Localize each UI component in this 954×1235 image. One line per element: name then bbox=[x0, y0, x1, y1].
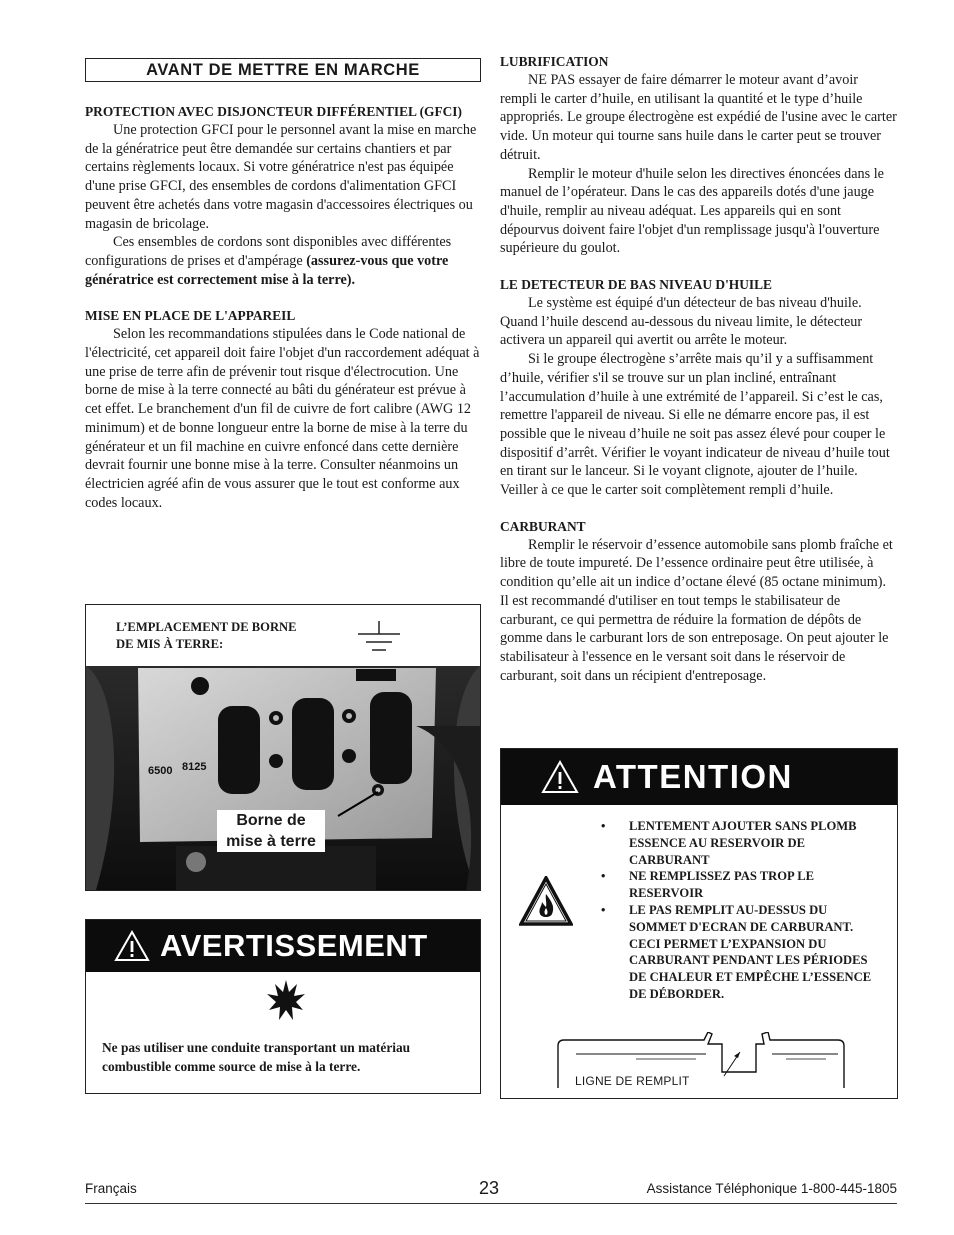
generator-panel-photo bbox=[86, 666, 480, 890]
ground-terminal-figure bbox=[85, 604, 481, 891]
footer-language: Français bbox=[85, 1181, 137, 1196]
explosion-icon bbox=[267, 980, 305, 1020]
ground-terminal-label-line-2: mise à terre bbox=[226, 833, 316, 850]
gfci-paragraph-2 bbox=[85, 233, 481, 289]
attention-item: • NE REMPLISSEZ PAS TROP LE RESERVOIR bbox=[597, 868, 887, 902]
detecteur-heading: LE DETECTEUR DE BAS NIVEAU D'HUILE bbox=[500, 277, 772, 293]
fill-line-label: LIGNE DE REMPLIT bbox=[575, 1074, 690, 1088]
attention-list bbox=[597, 818, 887, 1003]
page-footer bbox=[85, 1178, 897, 1200]
attention-header bbox=[501, 749, 897, 805]
right-column bbox=[500, 52, 897, 685]
flammable-icon bbox=[519, 876, 573, 926]
page-number: 23 bbox=[479, 1178, 500, 1198]
ground-terminal-label bbox=[217, 810, 325, 852]
detecteur-paragraph-1: Le système est équipé d'un détecteur de bas niveau d'huile. Quand l’huile descend au-dessous du niveau limite, le détecteur activera un appareil qui avertit ou arrête le moteur. bbox=[500, 295, 863, 349]
gfci-heading: PROTECTION AVEC DISJONCTEUR DIFFÉRENTIEL (GFCI) bbox=[85, 104, 462, 119]
figure-caption-line-2: DE MIS À TERRE: bbox=[116, 637, 224, 651]
mise-heading: MISE EN PLACE DE L'APPAREIL bbox=[85, 308, 296, 324]
avertissement-title: AVERTISSEMENT bbox=[160, 928, 428, 963]
gfci-paragraph-2-text: Ces ensembles de cordons sont disponibles avec différentes configurations de prises et d'ampérage bbox=[85, 234, 452, 269]
avertissement-header bbox=[86, 920, 480, 972]
ground-symbol-icon bbox=[356, 621, 402, 655]
warning-triangle-icon bbox=[541, 760, 579, 794]
attention-title: ATTENTION bbox=[593, 758, 793, 795]
detecteur-paragraph-2: Si le groupe électrogène s’arrête mais qu’il y a suffisamment d’huile, vérifier s'il se trouve sur un plan incliné, entraînant l’accumulation d’huile à une extrémité de l’appareil. Si c’est le cas, remettre l'appareil de niveau. Si elle ne démarre encore pas, il est possible que le niveau d’huile ne soit pas assez élevé pour couper le dispositif d’arrêt. Vérifier le voyant indicateur de niveau d’huile tout en tirant sur le lanceur. Si le voyant clignote, ajouter de l’huile. Veiller à ce que le carter soit complètement rempli d’huile. bbox=[500, 351, 890, 499]
figure-caption bbox=[116, 619, 297, 653]
avertissement-text: Ne pas utiliser une conduite transportant un matériau combustible comme source de mise à la terre. bbox=[102, 1040, 411, 1074]
panel-model-right: 8125 bbox=[182, 761, 207, 773]
mise-paragraph: Selon les recommandations stipulées dans le Code national de l'électricité, cet appareil doit faire l'objet d'un raccordement adéquat à une prise de terre afin de prévenir tout risque d'électrocution. Une borne de mise à la terre connecté au bâti du générateur est prévue à cet effet. Le branchement d'un fil de cuivre de fort calibre (AWG 12 minimum) et de bonne longueur entre la borne de mise à la terre du générateur et un fil machine en cuivre enfoncé dans cette dernière devrait fournir une bonne mise à la terre. Consulter néanmoins un électricien agréé afin de vous assurer que le tout est conforme aux codes locaux. bbox=[85, 326, 480, 511]
footer-support-phone: Assistance Téléphonique 1-800-445-1805 bbox=[646, 1181, 897, 1196]
attention-item: • LENTEMENT AJOUTER SANS PLOMB ESSENCE AU RESERVOIR DE CARBURANT bbox=[597, 818, 887, 868]
section-title-box bbox=[85, 58, 481, 82]
avertissement-box bbox=[85, 919, 481, 1094]
ground-terminal-label-line-1: Borne de bbox=[236, 812, 306, 829]
attention-item: • LE PAS REMPLIT AU-DESSUS DU SOMMET D'ECRAN DE CARBURANT. CECI PERMET L’EXPANSION DU CARBURANT PENDANT LES PÉRIODES DE CHALEUR ET EMPÊCHE L’ESSENCE DE DÉBORDER. bbox=[597, 902, 887, 1003]
left-column bbox=[85, 52, 481, 512]
panel-model-left: 6500 bbox=[148, 765, 173, 777]
lubrification-paragraph-1: NE PAS essayer de faire démarrer le moteur avant d’avoir rempli le carter d’huile, en utilisant la quantité et le type d’huile appropriés. Le groupe électrogène est expédié de l'usine avec le carter vide. Un moteur qui tourne sans huile dans le carter peut se trouver détruit. bbox=[500, 72, 897, 163]
gfci-paragraph-1: Une protection GFCI pour le personnel avant la mise en marche de la génératrice peut être demandée sur certains chantiers et par certains règlements locaux. Si votre génératrice n'est pas équipée d'une prise GFCI, des ensembles de cordons d'alimentation GFCI peuvent être achetés dans votre magasin d'accessoires électriques ou magasin de bricolage. bbox=[85, 122, 477, 232]
warning-triangle-icon bbox=[114, 930, 150, 962]
figure-caption-line-1: L’EMPLACEMENT DE BORNE bbox=[116, 620, 297, 634]
carburant-heading: CARBURANT bbox=[500, 518, 586, 534]
attention-box bbox=[500, 748, 898, 1099]
carburant-paragraph: Remplir le réservoir d’essence automobile sans plomb fraîche et libre de toute impureté. De l’essence ordinaire peut être utilisée, à condition qu’elle ait un indice d’octane élevé (85 octane minimum). Il est recommandé d'utiliser en tout temps le stabilisateur de carburant, ce qui permettra de réduire la formation de dépôts de gomme dans le carburant lors de son entreposage. On peut ajouter le stabilisateur à l'essence en le versant soit dans le réservoir de carburant, soit dans un récipient d'entreposage. bbox=[500, 536, 893, 684]
gfci-paragraph-2-bold: (assurez-vous que votre génératrice est correctement mise à la terre). bbox=[85, 252, 449, 288]
section-title: AVANT DE METTRE EN MARCHE bbox=[146, 60, 420, 79]
footer-rule bbox=[85, 1203, 897, 1204]
lubrification-heading: LUBRIFICATION bbox=[500, 54, 609, 69]
lubrification-paragraph-2: Remplir le moteur d'huile selon les directives énoncées dans le manuel de l’opérateur. Dans le cas des appareils dotés d'une jauge d'huile, remplir au niveau adéquat. Les appareils qui en sont dépourvus doivent faire l'objet d'un remplissage jusqu'à l'ouverture supérieure du goulot. bbox=[500, 165, 884, 257]
